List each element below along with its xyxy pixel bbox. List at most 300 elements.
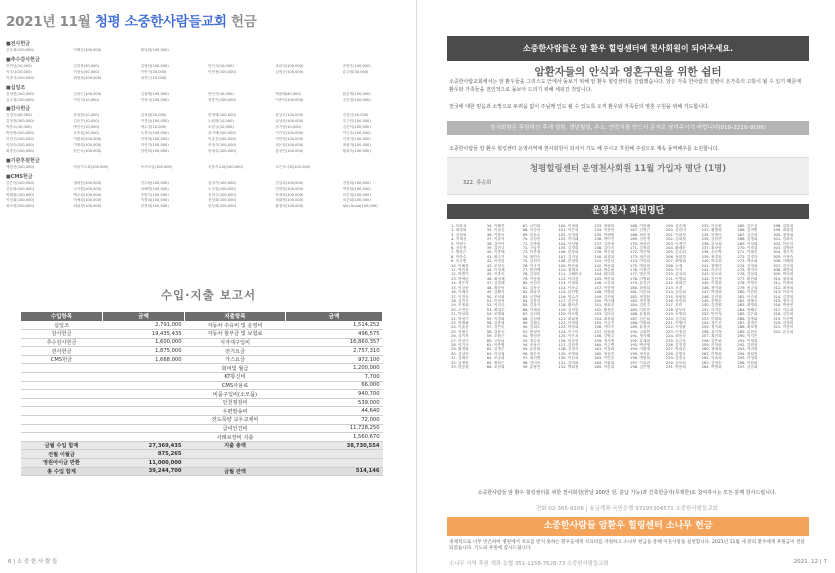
member-entry: 55. 이경희: [486, 316, 505, 321]
member-entry: 202. 김희철: [665, 237, 686, 242]
finance-cell: 72,000: [286, 416, 383, 425]
member-entry: 103. 이미래: [558, 237, 579, 242]
member-entry: 117. 김은선: [558, 298, 579, 303]
member-entry: 122. 이정희: [558, 320, 579, 325]
member-entry: 237. 최보람: [701, 246, 722, 251]
finance-cell: [103, 381, 185, 390]
member-entry: 88. 김성태: [522, 316, 541, 321]
member-entry: 198. 김은영: [629, 365, 651, 369]
donation-grid: [6, 181, 408, 210]
member-entry: 206. 정희경: [665, 254, 686, 259]
finance-total-row: [21, 467, 383, 476]
finance-row: [21, 424, 383, 433]
intro-paragraph: 소중한사람교회에서는 암 환우들을 그리스도 안에서 돌보기 위해 암 환우 힐링센터를 건립했습니다. 암은 가족 한사람의 질병이 온가족의 고통이 될 수 있기 때문에 환우와 가족들을 전인적으로 돌보아 드리기 위해 세워진 것입니다.: [449, 79, 802, 93]
finance-cell: [21, 416, 103, 425]
donor-entry: 안민남(10,000): [6, 63, 32, 68]
member-entry: 46. 최성재: [486, 276, 505, 281]
member-entry: 285. 김은희: [737, 312, 758, 317]
finance-total-cell: [286, 450, 383, 459]
donation-section-title: ■기관후원헌금: [6, 157, 40, 164]
member-entry: 37. 이유덕: [486, 237, 505, 242]
member-entry: 129. 조영희: [558, 351, 579, 356]
member-entry: 191. 정지혜: [629, 334, 651, 339]
member-entry: 264. 박영희: [701, 365, 722, 369]
pine-offering-account: 소나무 사역 후원 계좌 농협 351-1158-7628-73 소중한사람들교회: [449, 561, 609, 567]
member-entry: 89. 김철수: [522, 320, 541, 325]
donor-entry: 박제희(100,000): [6, 192, 35, 197]
member-entry: 114. 이동수: [558, 285, 579, 290]
member-entry: 41. 최수기: [486, 254, 505, 259]
member-entry: 309. 박선희: [773, 272, 794, 277]
donor-entry: 황정희(100,000): [275, 204, 304, 209]
member-entry: 23. 박재필: [451, 320, 469, 325]
donor-entry: 최은희(100,000): [275, 142, 304, 147]
healing-subtitle: 암환자들의 안식과 영혼구원을 위한 쉼터: [534, 66, 722, 78]
member-entry: 166. 이미혜: [629, 224, 651, 228]
finance-cell: 1,600,000: [103, 338, 185, 347]
donor-entry: 오은조사회(100,000): [275, 164, 311, 169]
donor-entry: 김은숙(100,000): [6, 180, 35, 185]
member-entry: 6. 공숙정: [451, 246, 467, 251]
donor-entry: 김성현(100,000): [6, 91, 35, 96]
donation-section-title: ■감사헌금: [6, 106, 31, 113]
donor-entry: 한상희(100,000): [208, 204, 237, 209]
new-member-box: [447, 157, 809, 195]
donor-entry: 소한규(10,000): [208, 125, 234, 130]
member-entry: 311. 이정미: [773, 281, 794, 286]
donor-entry: 송명숙(100,000): [140, 192, 169, 197]
donation-section-title: ■십일조: [6, 84, 26, 91]
member-entry: 120. 이소영: [558, 312, 579, 317]
member-entry: 12. 박명기: [451, 272, 469, 277]
member-entry: 282. 정혜숙: [737, 298, 758, 303]
finance-total-cell: [286, 459, 383, 468]
member-entry: 178. 이영희: [629, 276, 651, 281]
member-entry: 98. 김미숙: [522, 360, 541, 365]
title-suffix: 헌금: [226, 14, 257, 30]
member-entry: 287. 권정순: [737, 320, 758, 325]
member-entry: 256. 유기정: [701, 329, 722, 334]
donor-entry: 이종식(100,000): [6, 75, 35, 80]
member-entry: 161. 이정희: [594, 347, 615, 352]
member-entry: 244. 김민정: [701, 276, 722, 281]
donor-entry: 백소희(100,000): [73, 192, 102, 197]
member-entry: 146. 오준희: [594, 281, 615, 286]
member-entry: 270. 이숙희: [737, 246, 758, 251]
member-entry: 47. 김경래: [486, 281, 505, 286]
member-entry: 4. 이재선: [451, 237, 467, 242]
donor-entry: 전상희(100,000): [208, 198, 237, 203]
bank-account-note: 전화 02-365-9106 | 송금계좌 국민은행 97195304571 소중한사람들교회: [536, 506, 718, 512]
member-entry: 85. 김창식: [522, 303, 541, 308]
donor-entry: 이예희(100,000): [73, 198, 102, 203]
member-entry: 254. 정은진: [701, 320, 722, 325]
member-entry: 30. 김상민: [451, 351, 469, 356]
member-entry: 322. 류승희: [773, 329, 794, 334]
member-entry: 271. 이재민: [737, 250, 758, 255]
member-entry: 17. 이경숙: [451, 294, 469, 299]
member-entry: 14. 정은자: [451, 281, 469, 286]
member-entry: 263. 김정순: [701, 360, 722, 365]
donation-grid: [6, 165, 408, 170]
donor-entry: 이채순(100,000): [73, 48, 102, 52]
member-entry: 317. 이수희: [773, 307, 794, 312]
member-entry: 199. 김승재: [665, 224, 686, 228]
finance-row: [21, 407, 383, 416]
finance-cell: 2,757,310: [286, 347, 383, 356]
member-entry: 221. 이영미: [665, 320, 686, 325]
member-entry: 34. 이해진: [486, 224, 505, 228]
member-entry: 258. 김종희: [701, 338, 722, 343]
member-entry: 275. 정미자: [737, 268, 758, 273]
member-entry: 10. 이해봉: [451, 263, 469, 268]
donor-entry: 김정기(100,000): [208, 180, 237, 185]
member-entry: 39. 김민규: [486, 246, 505, 251]
member-entry: 28. 이기숙: [451, 342, 469, 347]
member-entry: 153. 김미선: [594, 312, 615, 317]
member-entry: 228. 김명숙: [665, 351, 686, 356]
member-entry: 312. 최정희: [773, 285, 794, 290]
member-entry: 238. 송순영: [701, 250, 722, 255]
member-entry: 192. 유재희: [629, 338, 651, 343]
member-entry: 66. 조현희: [486, 365, 505, 369]
member-entry: 77. 변현애: [522, 268, 541, 273]
finance-cell: CMS사용료: [185, 381, 286, 390]
member-entry: 16. 이혜숙: [451, 290, 469, 295]
member-entry: 27. 이성기: [451, 338, 469, 343]
finance-cell: [103, 390, 185, 399]
member-entry: 152. 황정순: [594, 307, 615, 312]
donor-entry: 강성원(10,000): [73, 113, 100, 118]
member-entry: 74. 최인숙: [522, 254, 541, 259]
finance-row: [21, 416, 383, 425]
finance-cell: 회비및 월급: [185, 364, 286, 373]
member-entry: 236. 김성희: [701, 241, 722, 246]
donor-entry: 이화숙(100,000): [6, 142, 35, 147]
member-entry: 1. 이화옥: [451, 224, 467, 228]
member-entry: 90. 김희도: [522, 325, 541, 330]
finance-cell: 자동차 주유비 및 운영비: [185, 321, 286, 330]
finance-cell: [21, 424, 103, 433]
donation-grid: [6, 64, 408, 81]
page-title: [6, 10, 257, 30]
member-entry: 187. 김은희: [629, 316, 651, 321]
member-entry: 247. 박정희: [701, 290, 722, 295]
prayer-paragraph: 천국에 대한 믿음과 소망으로 두려움 없이 주님께 인도 될 수 있도록 오직 환우와 가족들의 영혼 구원을 위해 기도합니다.: [449, 104, 710, 110]
member-entry: 148. 이영희: [594, 290, 615, 295]
member-entry: 110. 정재호: [558, 268, 579, 273]
member-entry: 119. 김지현: [558, 307, 579, 312]
member-entry: 124. 이구미: [558, 329, 579, 334]
member-entry: 208. 오제: [665, 263, 683, 268]
member-entry: 29. 황경화: [451, 347, 469, 352]
member-entry: 211. 이영희: [665, 276, 686, 281]
member-entry: 160. 이주연: [594, 342, 615, 347]
member-entry: 65. 방희근: [486, 360, 505, 365]
finance-header-cell: 금액: [103, 312, 185, 322]
member-entry: 262. 이옥희: [701, 356, 722, 361]
member-entry: 87. 심선희: [522, 312, 541, 317]
donor-entry: 이정식(100,000): [140, 97, 169, 102]
member-entry: 242. 이승미: [701, 268, 722, 273]
member-entry: 289. 유현순: [737, 329, 758, 334]
donor-entry: 남혜연(100,000): [140, 186, 169, 191]
finance-total-cell: 지출 총액: [185, 441, 286, 450]
donor-entry: 이종기(100,000): [140, 142, 169, 147]
member-entry: 79. 이동원: [522, 276, 541, 281]
finance-cell: KT통신비: [185, 373, 286, 382]
donor-entry: 이근수(100,000): [342, 131, 371, 136]
donor-entry: 조정식(100,000): [208, 142, 237, 147]
donor-entry: 한명희(100,000): [140, 148, 169, 153]
member-entry: 316. 박정민: [773, 303, 794, 308]
left-page: [0, 0, 417, 573]
finance-cell: 940,700: [286, 390, 383, 399]
member-entry: 139. 박은희: [594, 250, 615, 255]
member-list-title: 운영천사 회원명단: [447, 204, 809, 219]
member-entry: 135. 박재범: [594, 232, 615, 237]
member-entry: 181. 이준희: [629, 290, 651, 295]
finance-cell: [21, 381, 103, 390]
donor-entry: 증승희(100,000): [6, 48, 35, 52]
donor-entry: 이민용(100,000): [208, 69, 237, 74]
member-entry: 185. 이미현: [629, 307, 651, 312]
member-entry: 230. 김미희: [665, 360, 686, 365]
member-entry: 151. 정희진: [594, 303, 615, 308]
member-entry: 45. 이종숙: [486, 272, 505, 277]
member-entry: 132. 박희정: [558, 365, 579, 369]
member-entry: 303. 김영란: [773, 246, 794, 251]
finance-row: [21, 364, 383, 373]
donor-entry: 우주민(100,000): [342, 119, 371, 124]
member-entry: 277. 황현희: [737, 276, 758, 281]
member-entry: 118. 황덕순: [558, 303, 579, 308]
member-entry: 145. 박진희: [594, 276, 615, 281]
finance-cell: 11,728,250: [286, 424, 383, 433]
member-entry: 257. 최진희: [701, 334, 722, 339]
support-paragraph: 소중한사람들 암 환우 힐링센터 운영사역에 천사회원이 되셔서 기도 해 주시고 후원해 주심으로 계속 동역해주를 소원합니다.: [449, 146, 720, 152]
finance-cell: 1,875,000: [103, 347, 185, 356]
finance-row: [21, 390, 383, 399]
finance-cell: [21, 433, 103, 442]
donor-entry: 한현희(100,000): [140, 204, 169, 209]
finance-cell: 1,668,000: [103, 355, 185, 364]
member-entry: 174. 이선희: [629, 259, 651, 264]
member-entry: 296. 이원희: [737, 360, 758, 365]
donor-entry: 이인영(100,000): [275, 137, 304, 142]
member-entry: 154. 최유림: [594, 316, 615, 321]
member-entry: 50. 조석희: [486, 294, 505, 299]
donor-entry: 최원자(100,000): [342, 142, 371, 147]
member-entry: 130. 이선옥: [558, 356, 579, 361]
member-entry: 128. 김정식: [558, 347, 579, 352]
finance-cell: 감사헌금: [21, 330, 103, 339]
donor-entry: 강영희(100,000): [342, 180, 371, 185]
member-entry: 273. 박소희: [737, 259, 758, 264]
member-entry: 158. 김영주: [594, 334, 615, 339]
donor-entry: 이상임(50,000): [73, 69, 100, 74]
member-entry: 78. 김정웅: [522, 272, 541, 277]
donor-entry: 최종순(100,000): [6, 148, 35, 153]
member-entry: 22. 박정기: [451, 316, 469, 321]
thanks-note: 소중한사람들 암 환우 힐링센터를 위한 천사회원(한달 100만 원, 분납 가능)과 건축헌금자(무제한)로 참여하시는 모든 분께 감사드립니다.: [477, 490, 777, 496]
member-entry: 40. 이종배: [486, 250, 505, 255]
donor-entry: 황희숙(100,000): [342, 148, 371, 153]
member-entry: 35. 이상규: [486, 228, 505, 233]
member-entry: 259. 이미란: [701, 342, 722, 347]
member-entry: 147. 이현정: [594, 285, 615, 290]
member-entry: 204. 황혜순: [665, 246, 686, 251]
member-entry: 112. 이미경: [558, 276, 579, 281]
member-entry: 189. 유성준: [629, 325, 651, 330]
member-entry: 176. 이정진: [629, 268, 651, 273]
member-entry: 175. 박한희: [629, 263, 651, 268]
member-entry: 131. 김미희: [558, 360, 579, 365]
donor-entry: 이원희(100,000): [73, 137, 102, 142]
finance-total-cell: 총 수입 합계: [21, 467, 103, 476]
new-member-entry: 322. 류승희: [463, 180, 492, 186]
donor-entry: 노원평(10,000): [208, 119, 234, 124]
member-entry: 215. 정원희: [665, 294, 686, 299]
member-entry: 195. 정지윤: [629, 351, 651, 356]
finance-total-cell: 39,244,700: [103, 467, 185, 476]
member-entry: 205. 김수희: [665, 250, 686, 255]
donor-entry: 박경희(100,000): [342, 186, 371, 191]
finance-row: [21, 373, 383, 382]
member-entry: 279. 정금희: [737, 285, 758, 290]
member-entry: 200. 김한미: [665, 228, 686, 233]
member-entry: 209. 이지: [665, 268, 683, 273]
new-member-title: 청평힐링센터 운영천사회원 11월 가입자 명단 (1명): [529, 164, 727, 174]
member-entry: 80. 신현숙: [522, 281, 541, 286]
member-entry: 188. 이원희: [629, 320, 651, 325]
donor-entry: 김형태(100,000): [140, 91, 169, 96]
member-entry: 76. 이국진: [522, 263, 541, 268]
member-entry: 71. 김종원: [522, 241, 541, 246]
donor-entry: 김성현(100,000): [6, 119, 35, 124]
member-entry: 293. 이미정: [737, 347, 758, 352]
member-entry: 266. 김미연: [737, 228, 758, 233]
member-entry: 164. 이춘희: [594, 360, 615, 365]
donation-list: [6, 40, 408, 212]
donor-entry: 민현정(100,000): [275, 186, 304, 191]
member-entry: 21. 박성희: [451, 312, 469, 317]
member-entry: 92. 방성찬: [522, 334, 541, 339]
member-entry: 197. 이유진: [629, 360, 651, 365]
member-entry: 313. 이숙자: [773, 290, 794, 295]
donation-section: [6, 84, 408, 103]
member-entry: 102. 신경희: [558, 232, 579, 237]
donation-section: [6, 157, 408, 170]
donor-entry: 이우나(20,000): [6, 69, 32, 74]
member-entry: 25. 이영근: [451, 329, 469, 334]
member-entry: 61. 이중엽: [486, 342, 505, 347]
member-entry: 67. 나인희: [522, 224, 541, 228]
donor-entry: 이인석(10,000): [73, 97, 100, 102]
finance-cell: 비품구입비(소모품): [185, 390, 286, 399]
member-entry: 115. 한서영: [558, 290, 579, 295]
member-entry: 267. 김순희: [737, 232, 758, 237]
member-entry: 306. 이해경: [773, 259, 794, 264]
member-entry: 297. 김승희: [737, 365, 758, 369]
donor-entry: 홍성민(100,000): [275, 148, 304, 153]
member-entry: 269. 이성희: [737, 241, 758, 246]
donor-entry: 계양선(100,000): [6, 164, 35, 169]
finance-total-cell: 금월 잔액: [185, 467, 286, 476]
member-entry: 94. 조용곤: [522, 342, 541, 347]
member-entry: 193. 백선영: [629, 342, 651, 347]
member-entry: 31. 김혜숙: [451, 356, 469, 361]
member-entry: 168. 최미정: [629, 232, 651, 237]
finance-total-row: [21, 459, 383, 468]
member-entry: 95. 유동희: [522, 347, 541, 352]
member-entry: 284. 정해주: [737, 307, 758, 312]
donor-entry: 황남원(100,000): [140, 48, 169, 52]
finance-total-cell: 514,146: [286, 467, 383, 476]
member-entry: 172. 박은영: [629, 250, 651, 255]
member-entry: 159. 정지영: [594, 338, 615, 343]
member-entry: 64. 조승희: [486, 356, 505, 361]
finance-total-cell: 27,369,435: [103, 441, 185, 450]
member-entry: 246. 정이화: [701, 285, 722, 290]
pine-offering-paragraph: 경제적으로 너무 빈곤하여 병원에서 치료를 받지 못하는 환우들에게 치료비를 지원하고 소나무 헌금을 통해 이웃사랑을 실천합니다. 2021년 11월 세 분의 환우에게 후원금이 전달되었습니다. 기도와 후원에 감사드립니다.: [449, 540, 805, 552]
finance-cell: [103, 424, 185, 433]
member-entry: 9. 조주영: [451, 259, 467, 264]
member-entry: 75. 김현숙: [522, 259, 541, 264]
finance-cell: [103, 398, 185, 407]
member-entry: 250. 김경원: [701, 303, 722, 308]
member-entry: 26. 김이자: [451, 334, 469, 339]
page-footer-right: 2021. 12 | 7: [793, 559, 827, 565]
member-entry: 105. 김경희: [558, 246, 579, 251]
member-entry: 116. 임수식: [558, 294, 579, 299]
member-entry: 315. 정숙자: [773, 298, 794, 303]
member-entry: 149. 김지원: [594, 294, 615, 299]
finance-cell: 십일조: [21, 321, 103, 330]
member-entry: 165. 이한희: [594, 365, 615, 369]
member-entry: 218. 남부라: [665, 307, 686, 312]
member-entry: 234. 이영미: [701, 232, 722, 237]
member-entry: 190. 김희연: [629, 329, 651, 334]
member-entry: 156. 이미숙: [594, 325, 615, 330]
finance-cell: 1,200,000: [286, 364, 383, 373]
member-entry: 196. 박영희: [629, 356, 651, 361]
finance-header-cell: 금액: [286, 312, 383, 322]
member-entry: 183. 정진명: [629, 298, 651, 303]
finance-cell: [21, 407, 103, 416]
donor-entry: 박종수(10,000): [6, 125, 32, 130]
donor-entry: 독서모임(100,000): [140, 164, 173, 169]
finance-cell: 전기요금: [185, 347, 286, 356]
donor-entry: 김성근(100,000): [73, 91, 102, 96]
member-entry: 232. 이동원: [701, 224, 722, 228]
member-entry: 249. 송영순: [701, 298, 722, 303]
finance-cell: 2,791,000: [103, 321, 185, 330]
member-entry: 224. 최동숙: [665, 334, 686, 339]
donor-entry: 김승진(10,000): [73, 119, 100, 124]
member-entry: 260. 정애희: [701, 347, 722, 352]
contact-banner: 천사회원은 후원하신 후에 성함, 생년월일, 주소, 연락처를 반드시 문자로 남겨주시기 바랍니다(010-2210-9106): [447, 121, 809, 135]
member-entry: 54. 조병희: [486, 312, 505, 317]
donor-entry: 안인사(10,000): [208, 63, 234, 68]
member-entry: 133. 정희복: [594, 224, 615, 228]
member-entry: 169. 김민정: [629, 237, 651, 242]
donor-entry: 김은석(100,000): [342, 125, 371, 130]
member-entry: 203. 이경민: [665, 241, 686, 246]
finance-table: [20, 311, 383, 476]
donor-entry: 이정희(100,000): [73, 142, 102, 147]
member-entry: 300. 정정희: [773, 232, 794, 237]
